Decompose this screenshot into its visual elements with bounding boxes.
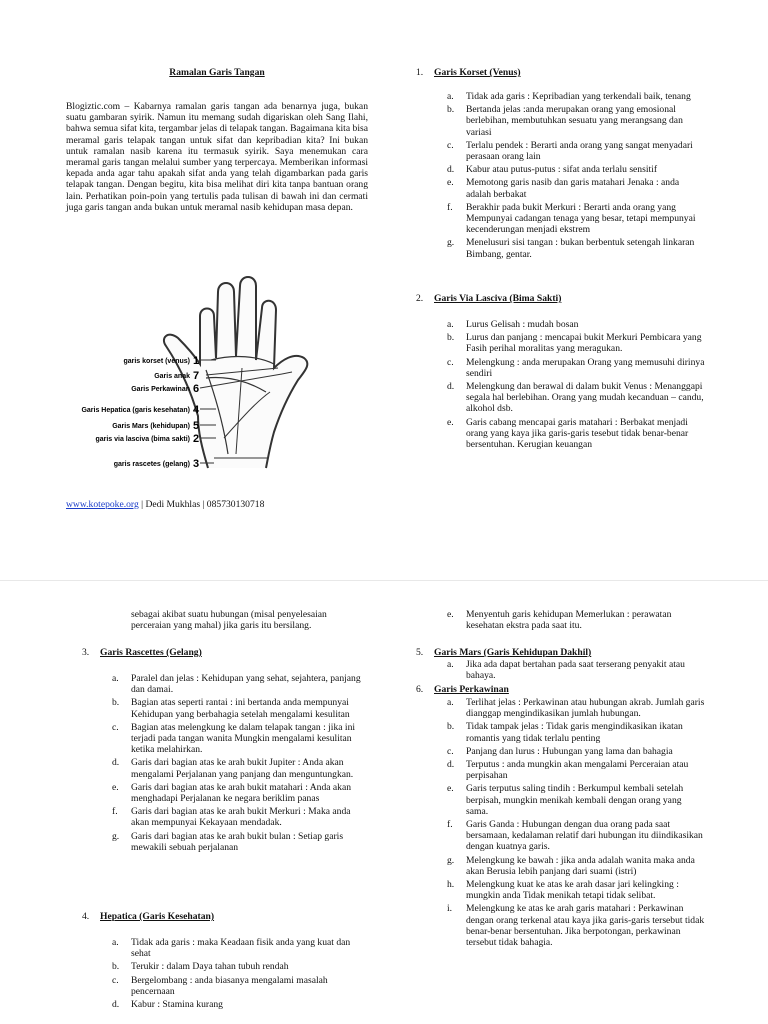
palm-diagram	[66, 268, 368, 474]
hand-label-text: Garis anak	[154, 373, 190, 380]
list-item	[112, 781, 361, 805]
list-item	[447, 745, 706, 757]
item-text: Garis dari bagian atas ke arah bukit matahari : Anda akan menghadapi Perjalanan ke negara beriklim panas	[131, 781, 352, 805]
item-marker: a.	[112, 937, 119, 948]
item-text: Terputus : anda mungkin akan mengalami Perceraian atau perpisahan	[466, 759, 689, 782]
item-marker: c.	[447, 356, 454, 368]
item-text: Bertanda jelas :anda merupakan orang yang emosional berlebihan, membutuhkan sesuatu yang merangsang dan variasi	[466, 104, 683, 138]
item-marker: d.	[112, 999, 120, 1011]
hand-label-text: Garis Mars (kehidupan)	[112, 423, 190, 430]
list-item	[447, 201, 706, 236]
list-item	[447, 164, 706, 176]
item-marker: i.	[447, 903, 453, 915]
item-marker: d.	[447, 759, 455, 771]
item-text: Garis dari bagian atas ke arah bukit bulan : Setiap garis mewakili sebuah perjalanan	[131, 830, 344, 853]
document-title: Ramalan Garis Tangan	[169, 67, 265, 78]
hand-label-number: 6	[193, 383, 200, 395]
intro-paragraph: Blogiztic.com – Kabarnya ramalan garis tangan ada benarnya juga, bukan suatu gambaran syirik. Namun itu memang sudah digariskan oleh Sang Ilahi, bahwa semua sifat kita, tergambar jelas di telapak tangan. Bagaimana kita bisa meramal garis telapak tangan untuk sifat dan kepribadian kita? Ini bukan untuk ramalan nasib karena itu termasuk syirik. Saya menemukan cara meramal garis tangan melalui sumber yang terpercaya. Memberikan informasi kepada anda agar tahu apakah sifat anda yang telah digambarkan pada garis telapak tangan. Dengan begitu, kita bisa melihat diri kita tanpa bantuan orang lain. Perhatikan poin-poin yang tertulis pada tulisan di bawah ini dan cermati juga garis tangan anda bukan untuk meramal nasib kehidupan masa depan.	[66, 101, 368, 213]
item-marker: b.	[447, 721, 455, 733]
hand-label-number: 5	[193, 420, 200, 432]
item-marker: a.	[447, 91, 454, 102]
section-title: Hepatica (Garis Kesehatan)	[100, 911, 215, 922]
item-marker: c.	[447, 139, 454, 151]
list-item	[447, 697, 706, 720]
section-list	[447, 91, 706, 262]
item-marker: g.	[447, 237, 455, 249]
section-number: 4.	[82, 911, 90, 922]
list-item	[447, 356, 706, 379]
item-text: Bagian atas melengkung ke dalam telapak tangan : jika ini terjadi pada tangan wanita Mungkin mengalami kesulitan ketika melahirkan.	[131, 721, 356, 756]
item-marker: b.	[112, 697, 120, 709]
item-marker: e.	[447, 609, 454, 620]
section-list	[112, 673, 361, 855]
item-text: Tidak ada garis : Kepribadian yang terkendali baik, tenang	[466, 91, 691, 102]
item-marker: d.	[112, 757, 120, 769]
item-marker: d.	[447, 164, 455, 176]
hand-illustration	[66, 268, 368, 474]
list-item	[447, 319, 706, 330]
list-item	[112, 697, 361, 720]
section-list	[447, 319, 706, 452]
item-text: Jika ada dapat bertahan pada saat terserang penyakit atau bahaya.	[466, 659, 685, 682]
item-marker: b.	[112, 961, 120, 973]
list-item	[447, 237, 706, 260]
section-number: 3.	[82, 647, 90, 658]
list-item	[447, 332, 706, 355]
section-number: 5.	[416, 647, 424, 658]
item-marker: f.	[447, 201, 453, 213]
item-marker: b.	[447, 104, 455, 116]
item-text: Lurus Gelisah : mudah bosan	[466, 319, 579, 330]
section-number: 1.	[416, 67, 424, 78]
hand-label-text: garis via lasciva (bima sakti)	[95, 436, 190, 443]
section-number: 6.	[416, 684, 424, 695]
item-marker: g.	[112, 830, 120, 842]
continuation-list	[447, 609, 706, 633]
item-text: Melengkung ke bawah : jika anda adalah wanita maka anda akan Berusia lebih panjang dari suami (istri)	[466, 854, 695, 877]
section-title: Garis Via Lasciva (Bima Sakti)	[434, 293, 562, 304]
item-text: Menelusuri sisi tangan : bukan berbentuk setengah linkaran Bimbang, gentar.	[466, 237, 695, 260]
hand-label-number: 1	[193, 355, 200, 367]
item-marker: a.	[447, 659, 454, 670]
item-text: Berakhir pada bukit Merkuri : Berarti anda orang yang Mempunyai cadangan tenaga yang besar, tetapi mempunyai kecenderungan menjadi ekstrem	[466, 201, 696, 236]
hand-label-text: Garis Hepatica (garis kesehatan)	[81, 407, 190, 414]
list-item	[447, 854, 706, 877]
item-text: Bergelombang : anda biasanya mengalami masalah pencernaan	[131, 974, 328, 997]
item-text: Tidak ada garis : maka Keadaan fisik anda yang kuat dan sehat	[131, 937, 351, 960]
item-marker: d.	[447, 381, 455, 393]
hand-label-text: garis rascetes (gelang)	[113, 461, 190, 468]
section-list	[447, 697, 706, 950]
hand-label-number: 2	[193, 433, 200, 445]
list-item	[447, 416, 706, 451]
item-marker: b.	[447, 332, 455, 344]
hand-label-number: 7	[193, 370, 200, 382]
section-list	[447, 659, 706, 683]
item-text: Garis dari bagian atas ke arah bukit Jupiter : Anda akan mengalami Perjalanan yang panjang dan menguntungkan.	[131, 757, 354, 780]
list-item	[447, 783, 706, 817]
item-text: Tidak tampak jelas : Tidak garis mengindikasikan ikatan romantis yang tidak terlalu penting	[466, 721, 683, 744]
item-text: Panjang dan lurus : Hubungan yang lama dan bahagia	[466, 745, 673, 757]
hand-label-number: 4	[193, 404, 200, 416]
item-marker: h.	[447, 879, 455, 891]
item-text: Garis terputus saling tindih : Berkumpul kembali setelah berpisah, mungkin menikah kembali dengan orang yang sama.	[466, 783, 684, 817]
item-text: Garis cabang mencapai garis matahari : Berbakat menjadi orang yang kaya jika garis-garis tesebut tidak benar-benar bersentuhan. Kerugian keuangan	[466, 416, 689, 451]
item-text: Paralel dan jelas : Kehidupan yang sehat, sejahtera, panjang dan damai.	[131, 673, 361, 696]
list-item	[447, 104, 706, 138]
item-text: Kabur atau putus-putus : sifat anda terlalu sensitif	[466, 164, 658, 176]
list-item	[112, 961, 361, 973]
page-divider	[0, 580, 768, 581]
list-item	[447, 721, 706, 744]
item-text: Terlalu pendek : Berarti anda orang yang sangat menyadari perasaan orang lain	[466, 139, 693, 163]
list-item	[112, 830, 361, 853]
continuation-text: sebagai akibat suatu hubungan (misal penyelesaian perceraian yang mahal) jika garis itu bersilang.	[131, 609, 327, 632]
section-title: Garis Mars (Garis Kehidupan Dakhil)	[434, 647, 592, 658]
list-item	[112, 999, 361, 1011]
item-marker: f.	[112, 806, 118, 818]
list-item	[447, 139, 706, 163]
list-item	[112, 721, 361, 756]
list-item	[447, 177, 706, 200]
item-marker: a.	[447, 319, 454, 330]
item-text: Melengkung : anda merupakan Orang yang memusuhi dirinya sendiri	[466, 356, 705, 379]
item-text: Melengkung dan berawal di dalam bukit Venus : Menanggapi segala hal berlebihan. Orang yang mudah kecanduan – candu, alkohol dsb.	[466, 381, 704, 415]
list-item	[447, 381, 706, 415]
item-marker: e.	[447, 177, 454, 189]
item-text: Terlihat jelas : Perkawinan atau hubungan akrab. Jumlah garis dianggap mengindikasikan jumlah hubungan.	[466, 697, 705, 720]
item-text: Terukir : dalam Daya tahan tubuh rendah	[131, 961, 289, 973]
hand-label-text: Garis Perkawinan	[131, 386, 190, 393]
item-marker: c.	[112, 721, 119, 733]
item-text: Lurus dan panjang : mencapai bukit Merkuri Pembicara yang Fasih perihal moralitas yang meragukan.	[466, 332, 702, 355]
item-marker: g.	[447, 854, 455, 866]
item-marker: c.	[112, 974, 119, 986]
item-text: Melengkung kuat ke atas ke arah dasar jari kelingking : mungkin anda Tidak menikah tetapi tidak selibat.	[466, 879, 679, 902]
list-item	[447, 659, 706, 682]
footer-link[interactable]: www.kotepoke.org	[66, 499, 139, 510]
item-marker: e.	[447, 783, 454, 795]
list-item	[112, 806, 361, 829]
item-text: Kabur : Stamina kurang	[131, 999, 223, 1011]
list-item	[112, 937, 361, 960]
section-list	[112, 937, 361, 1012]
footer-text: | Dedi Mukhlas | 085730130718	[138, 499, 265, 510]
item-marker: a.	[112, 673, 119, 684]
item-text: Garis dari bagian atas ke arah bukit Merkuri : Maka anda akan mempunyai Kekayaan mendadak.	[131, 806, 351, 829]
item-marker: c.	[447, 745, 454, 757]
hand-label-text: garis korset (venus)	[123, 358, 190, 365]
item-marker: a.	[447, 697, 454, 708]
list-item	[112, 974, 361, 997]
list-item	[112, 757, 361, 780]
item-text: Bagian atas seperti rantai : ini bertanda anda mempunyai Kehidupan yang berbahagia setelah mengalami kesulitan	[131, 697, 350, 720]
item-text: Memotong garis nasib dan garis matahari Jenaka : anda adalah berbakat	[466, 177, 680, 200]
list-item	[447, 609, 706, 632]
hand-label-number: 3	[193, 458, 200, 470]
list-item	[447, 759, 706, 782]
item-text: Garis Ganda : Hubungan dengan dua orang pada saat bersamaan, kedalaman relatif dari hubungan itu diindikasikan dengan kuatnya garis.	[466, 819, 703, 853]
item-marker: f.	[447, 819, 453, 831]
list-item	[447, 903, 706, 949]
list-item	[447, 819, 706, 853]
list-item	[112, 673, 361, 696]
item-text: Melengkung ke atas ke arah garis matahari : Perkawinan dengan orang terkenal atau kaya jika garis-garis tersebut tidak benar-benar bersentuhan. Jika berpotongan, perkawinan tersebut tidak bahagia.	[466, 903, 705, 949]
list-item	[447, 879, 706, 902]
section-title: Garis Perkawinan	[434, 684, 509, 695]
section-number: 2.	[416, 293, 424, 304]
item-marker: e.	[112, 781, 119, 793]
section-title: Garis Korset (Venus)	[434, 67, 521, 78]
footer-credit	[66, 499, 368, 510]
list-item	[447, 91, 706, 102]
section-title: Garis Rascettes (Gelang)	[100, 647, 202, 658]
item-text: Menyentuh garis kehidupan Memerlukan : perawatan kesehatan ekstra pada saat itu.	[466, 609, 672, 632]
item-marker: e.	[447, 416, 454, 428]
